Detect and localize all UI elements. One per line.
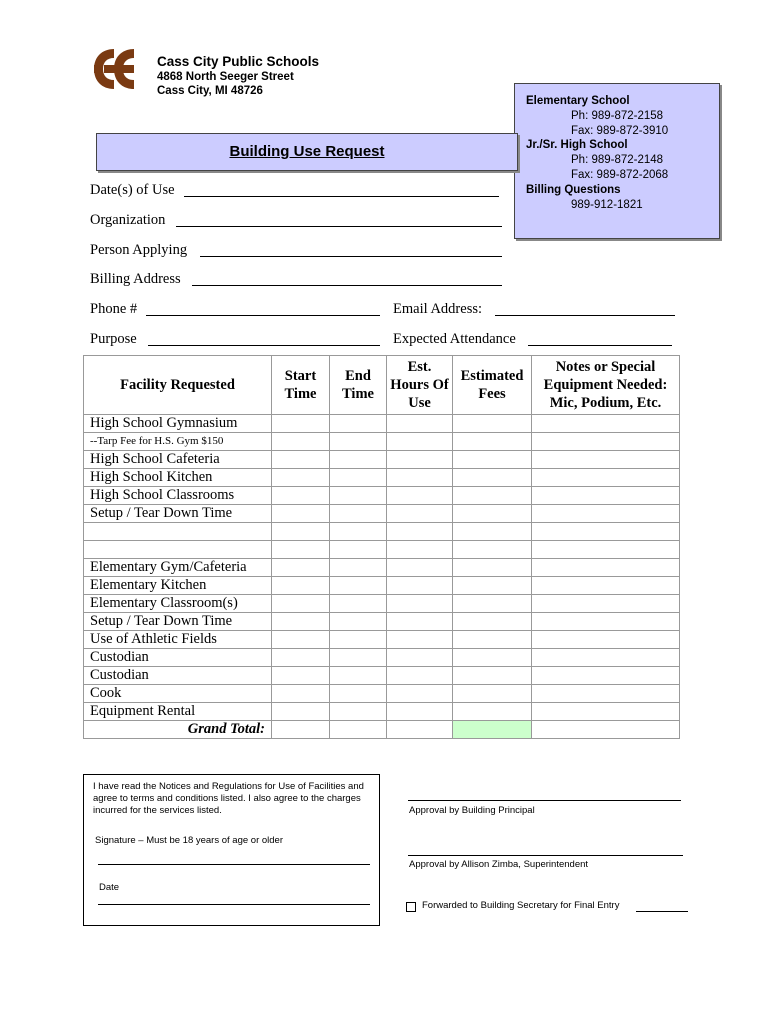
table-row xyxy=(84,667,680,685)
table-cell-input[interactable] xyxy=(330,487,387,505)
table-cell-input[interactable] xyxy=(272,631,330,649)
signature-box xyxy=(83,774,380,926)
header-end-time: End Time xyxy=(330,356,387,415)
signature-label: Signature – Must be 18 years of age or older xyxy=(95,835,284,846)
table-row xyxy=(84,703,680,721)
address-city: Cass City, MI 48726 xyxy=(157,85,263,97)
table-cell-input[interactable] xyxy=(272,595,330,613)
billing-address-label: Billing Address xyxy=(90,271,181,287)
facility-name: Custodian xyxy=(84,667,272,685)
table-cell-input[interactable] xyxy=(453,631,532,649)
attendance-label: Expected Attendance xyxy=(393,331,516,347)
elementary-fax: Fax: 989-872-3910 xyxy=(571,125,669,137)
table-cell-input[interactable] xyxy=(532,487,680,505)
table-cell-input[interactable] xyxy=(330,685,387,703)
agreement-text: I have read the Notices and Regulations for Use of Facilities and agree to terms and conditions listed. I also agree to the charges incurred for the services listed. xyxy=(93,781,364,816)
billing-address-field[interactable] xyxy=(192,285,502,286)
facility-name: Elementary Kitchen xyxy=(84,577,272,595)
school-name: Cass City Public Schools xyxy=(157,54,320,69)
table-cell-input[interactable] xyxy=(272,559,330,577)
table-cell-input[interactable] xyxy=(453,541,532,559)
superintendent-approval-line[interactable] xyxy=(408,855,683,856)
table-cell-input[interactable] xyxy=(532,685,680,703)
header-start-time: Start Time xyxy=(272,356,330,415)
facility-name: Setup / Tear Down Time xyxy=(84,613,272,631)
table-row xyxy=(84,613,680,631)
signature-field[interactable] xyxy=(98,864,370,865)
table-cell-input[interactable] xyxy=(330,649,387,667)
facility-name: High School Classrooms xyxy=(84,487,272,505)
facility-name: Setup / Tear Down Time xyxy=(84,505,272,523)
facility-name: Elementary Gym/Cafeteria xyxy=(84,559,272,577)
table-cell-input[interactable] xyxy=(532,577,680,595)
facility-table xyxy=(83,355,680,739)
table-cell-input[interactable] xyxy=(532,559,680,577)
table-cell-input[interactable] xyxy=(453,523,532,541)
table-row xyxy=(84,469,680,487)
table-cell-input[interactable] xyxy=(532,541,680,559)
table-row xyxy=(84,685,680,703)
table-cell-input[interactable] xyxy=(330,541,387,559)
jrsr-heading: Jr./Sr. High School xyxy=(526,139,628,151)
dates-label: Date(s) of Use xyxy=(90,182,175,198)
grand-total-label: Grand Total: xyxy=(84,721,272,739)
table-cell-input[interactable] xyxy=(272,433,330,451)
facility-name: High School Cafeteria xyxy=(84,451,272,469)
forwarded-checkbox[interactable] xyxy=(406,902,416,912)
email-field[interactable] xyxy=(495,315,675,316)
address-street: 4868 North Seeger Street xyxy=(157,71,294,83)
table-cell-input[interactable] xyxy=(387,451,453,469)
organization-label: Organization xyxy=(90,212,166,228)
forwarded-field[interactable] xyxy=(636,911,688,912)
table-cell-input[interactable] xyxy=(532,721,680,739)
forwarded-label: Forwarded to Building Secretary for Final Entry xyxy=(422,900,620,911)
table-header-row xyxy=(84,356,680,415)
table-cell-input[interactable] xyxy=(272,541,330,559)
table-cell-input[interactable] xyxy=(272,415,330,433)
table-cell-input[interactable] xyxy=(272,649,330,667)
facility-name: Custodian xyxy=(84,649,272,667)
table-cell-input[interactable] xyxy=(330,577,387,595)
phone-field[interactable] xyxy=(146,315,380,316)
table-cell-input[interactable] xyxy=(387,433,453,451)
table-cell-input[interactable] xyxy=(532,415,680,433)
table-cell-input[interactable] xyxy=(453,433,532,451)
table-cell-input[interactable] xyxy=(532,469,680,487)
table-cell-input[interactable] xyxy=(453,469,532,487)
table-cell-input[interactable] xyxy=(532,433,680,451)
table-row xyxy=(84,433,680,451)
table-cell-input[interactable] xyxy=(387,649,453,667)
facility-name: Cook xyxy=(84,685,272,703)
table-cell-input[interactable] xyxy=(532,505,680,523)
jrsr-fax: Fax: 989-872-2068 xyxy=(571,169,669,181)
table-cell-input[interactable] xyxy=(387,703,453,721)
table-cell-input[interactable] xyxy=(272,703,330,721)
table-cell-input[interactable] xyxy=(387,469,453,487)
facility-name xyxy=(84,523,272,541)
principal-approval-label: Approval by Building Principal xyxy=(409,805,535,816)
header-estimated-fees: Estimated Fees xyxy=(453,356,532,415)
table-row xyxy=(84,541,680,559)
table-cell-input[interactable] xyxy=(387,559,453,577)
table-cell-input[interactable] xyxy=(330,613,387,631)
table-row xyxy=(84,577,680,595)
table-cell-input[interactable] xyxy=(453,559,532,577)
table-cell-input[interactable] xyxy=(330,433,387,451)
billing-phone: 989-912-1821 xyxy=(571,199,643,211)
email-label: Email Address: xyxy=(393,301,483,317)
table-cell-input[interactable] xyxy=(330,667,387,685)
person-field[interactable] xyxy=(200,256,502,257)
table-cell-input[interactable] xyxy=(272,523,330,541)
table-cell-input[interactable] xyxy=(272,685,330,703)
table-row xyxy=(84,595,680,613)
table-cell-input[interactable] xyxy=(387,667,453,685)
person-label: Person Applying xyxy=(90,242,188,258)
table-cell-input[interactable] xyxy=(453,649,532,667)
attendance-field[interactable] xyxy=(528,345,672,346)
table-row xyxy=(84,649,680,667)
page-title: Building Use Request xyxy=(229,143,385,160)
table-cell-input[interactable] xyxy=(453,577,532,595)
facility-name: Equipment Rental xyxy=(84,703,272,721)
table-row xyxy=(84,451,680,469)
table-cell-input[interactable] xyxy=(453,613,532,631)
school-logo-icon xyxy=(90,46,138,92)
table-cell-input[interactable] xyxy=(272,505,330,523)
facility-name: Use of Athletic Fields xyxy=(84,631,272,649)
table-cell-input[interactable] xyxy=(453,487,532,505)
table-cell-input[interactable] xyxy=(387,487,453,505)
dates-field[interactable] xyxy=(184,196,499,197)
table-cell-input[interactable] xyxy=(453,505,532,523)
table-cell-input[interactable] xyxy=(532,595,680,613)
table-cell-input[interactable] xyxy=(272,613,330,631)
facility-name: Elementary Classroom(s) xyxy=(84,595,272,613)
facility-name: --Tarp Fee for H.S. Gym $150 xyxy=(84,433,272,451)
table-cell-input[interactable] xyxy=(272,577,330,595)
table-cell-input[interactable] xyxy=(330,703,387,721)
table-cell-input[interactable] xyxy=(387,631,453,649)
table-row xyxy=(84,559,680,577)
table-cell-input[interactable] xyxy=(453,703,532,721)
table-cell-input[interactable] xyxy=(453,685,532,703)
table-cell-input[interactable] xyxy=(330,595,387,613)
table-cell-input[interactable] xyxy=(330,451,387,469)
table-cell-input[interactable] xyxy=(387,577,453,595)
facility-name: High School Kitchen xyxy=(84,469,272,487)
table-cell-input[interactable] xyxy=(387,595,453,613)
date-label: Date xyxy=(99,882,120,893)
table-cell-input[interactable] xyxy=(532,667,680,685)
table-row xyxy=(84,415,680,433)
table-cell-input[interactable] xyxy=(272,487,330,505)
table-cell-input[interactable] xyxy=(387,541,453,559)
table-cell-input[interactable] xyxy=(453,415,532,433)
table-cell-input[interactable] xyxy=(453,595,532,613)
table-row xyxy=(84,523,680,541)
header-facility: Facility Requested xyxy=(84,356,272,415)
purpose-label: Purpose xyxy=(90,331,137,347)
table-cell-input[interactable] xyxy=(532,523,680,541)
table-cell-input[interactable] xyxy=(387,613,453,631)
facility-name xyxy=(84,541,272,559)
title-box xyxy=(96,133,518,171)
table-cell-input[interactable] xyxy=(330,415,387,433)
grand-total-row xyxy=(84,721,680,739)
table-cell-input[interactable] xyxy=(387,721,453,739)
jrsr-phone: Ph: 989-872-2148 xyxy=(571,154,664,166)
table-cell-input[interactable] xyxy=(453,451,532,469)
header-est-hours: Est. Hours Of Use xyxy=(387,356,453,415)
table-cell-input[interactable] xyxy=(387,505,453,523)
contact-info-box xyxy=(514,83,720,239)
table-cell-input[interactable] xyxy=(330,523,387,541)
elementary-heading: Elementary School xyxy=(526,95,630,107)
table-cell-input[interactable] xyxy=(330,559,387,577)
facility-name: High School Gymnasium xyxy=(84,415,272,433)
organization-field[interactable] xyxy=(176,226,502,227)
table-cell-input[interactable] xyxy=(272,721,330,739)
table-cell-input[interactable] xyxy=(532,451,680,469)
table-cell-input[interactable] xyxy=(330,631,387,649)
grand-total-fees[interactable] xyxy=(453,721,532,739)
table-row xyxy=(84,505,680,523)
table-row xyxy=(84,487,680,505)
table-cell-input[interactable] xyxy=(387,685,453,703)
table-cell-input[interactable] xyxy=(532,631,680,649)
table-cell-input[interactable] xyxy=(532,649,680,667)
table-cell-input[interactable] xyxy=(330,469,387,487)
table-cell-input[interactable] xyxy=(387,415,453,433)
table-cell-input[interactable] xyxy=(272,667,330,685)
table-cell-input[interactable] xyxy=(272,451,330,469)
table-cell-input[interactable] xyxy=(532,613,680,631)
date-field[interactable] xyxy=(98,904,370,905)
purpose-field[interactable] xyxy=(148,345,380,346)
table-cell-input[interactable] xyxy=(532,703,680,721)
header-notes: Notes or Special Equipment Needed: Mic, Podium, Etc. xyxy=(532,356,680,415)
table-cell-input[interactable] xyxy=(387,523,453,541)
table-cell-input[interactable] xyxy=(330,721,387,739)
table-cell-input[interactable] xyxy=(453,667,532,685)
elementary-phone: Ph: 989-872-2158 xyxy=(571,110,664,122)
table-cell-input[interactable] xyxy=(272,469,330,487)
phone-label: Phone # xyxy=(90,301,138,317)
table-cell-input[interactable] xyxy=(330,505,387,523)
table-row xyxy=(84,631,680,649)
superintendent-approval-label: Approval by Allison Zimba, Superintendent xyxy=(409,859,589,870)
principal-approval-line[interactable] xyxy=(408,800,681,801)
billing-heading: Billing Questions xyxy=(526,184,621,196)
